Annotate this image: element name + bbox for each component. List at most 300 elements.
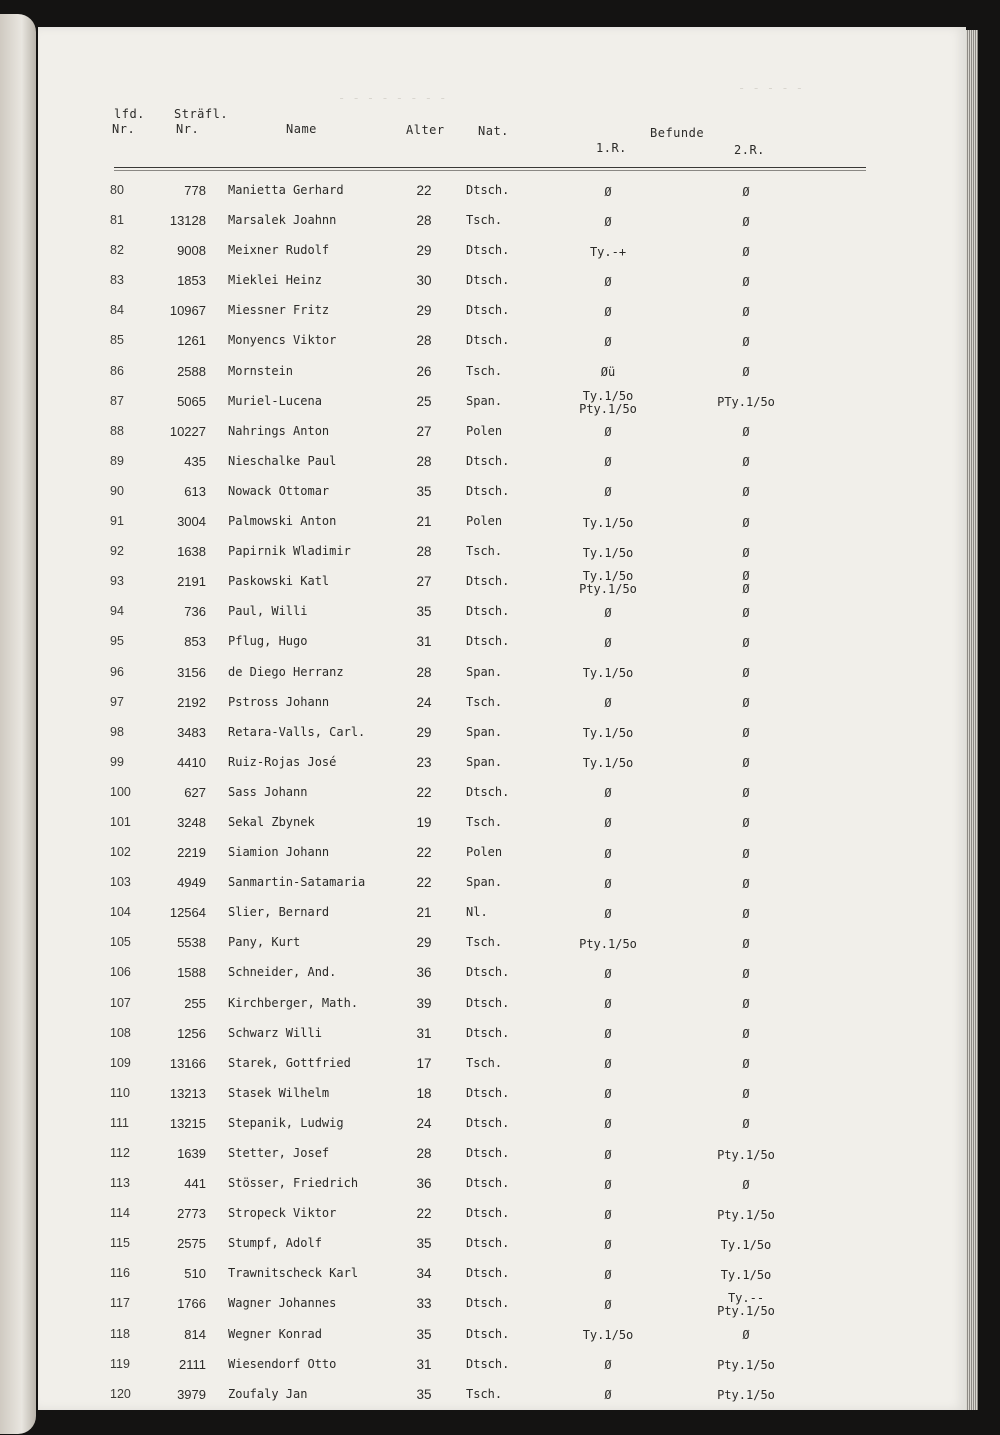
cell-befund-2r: Ø <box>742 334 750 349</box>
cell-straefl-nr: 13215 <box>169 1115 206 1131</box>
cell-alter: 24 <box>416 1115 432 1131</box>
cell-lfd-nr: 82 <box>110 243 124 258</box>
cell-befund-2r: Ø <box>742 1027 750 1042</box>
cell-alter: 24 <box>416 694 432 710</box>
cell-lfd-nr: 96 <box>110 664 124 679</box>
cell-befund-2r: Ø <box>742 786 750 801</box>
cell-lfd-nr: 100 <box>110 784 131 799</box>
table-row <box>38 569 966 602</box>
cell-lfd-nr: 111 <box>110 1115 130 1130</box>
cell-straefl-nr: 3483 <box>177 724 206 740</box>
cell-nat: Polen <box>466 845 503 860</box>
cell-nat: Tsch. <box>466 814 503 829</box>
cell-nat: Dtsch. <box>466 303 510 318</box>
cell-nat: Dtsch. <box>466 453 510 468</box>
cell-lfd-nr: 102 <box>110 845 131 860</box>
table-row <box>38 843 966 873</box>
cell-lfd-nr: 88 <box>110 423 124 438</box>
cell-befund-1r: Ø <box>604 1087 612 1102</box>
cell-lfd-nr: 112 <box>110 1146 130 1160</box>
cell-lfd-nr: 94 <box>110 604 124 619</box>
cell-lfd-nr: 80 <box>110 183 124 197</box>
cell-straefl-nr: 2192 <box>177 694 206 710</box>
cell-lfd-nr: 104 <box>110 905 131 920</box>
cell-lfd-nr: 106 <box>110 965 131 980</box>
cell-alter: 35 <box>416 1326 432 1342</box>
cell-lfd-nr: 90 <box>110 483 124 498</box>
cell-straefl-nr: 255 <box>184 995 206 1011</box>
cell-nat: Dtsch. <box>466 333 510 348</box>
cell-befund-2r: Ø <box>742 816 750 831</box>
cell-lfd-nr: 107 <box>110 995 131 1010</box>
cell-straefl-nr: 2773 <box>177 1206 206 1222</box>
cell-nat: Tsch. <box>466 363 503 378</box>
cell-befund-2r: Ø <box>742 666 750 680</box>
cell-befund-2r: Ø <box>742 906 750 921</box>
cell-alter: 28 <box>416 1146 432 1161</box>
cell-lfd-nr: 98 <box>110 724 124 739</box>
cell-nat: Dtsch. <box>466 965 510 980</box>
cell-name: Stetter, Josef <box>228 1146 330 1160</box>
cell-nat: Span. <box>466 754 503 769</box>
cell-befund-2r: Ø <box>742 1087 750 1102</box>
cell-straefl-nr: 4410 <box>177 754 206 770</box>
cell-befund-1r: Ø <box>604 1027 612 1042</box>
cell-alter: 31 <box>416 1025 432 1041</box>
cell-lfd-nr: 81 <box>110 213 124 228</box>
cell-befund-2r: Ø Ø <box>742 569 750 597</box>
cell-nat: Dtsch. <box>466 1296 510 1311</box>
cell-befund-1r: Ø <box>604 1207 612 1222</box>
table-row <box>38 1291 966 1324</box>
cell-befund-2r: Ø <box>742 756 750 771</box>
cell-befund-2r: Pty.1/5o <box>717 1388 775 1403</box>
cell-befund-1r: Ø <box>604 816 612 831</box>
table-row <box>38 542 966 572</box>
table-row <box>38 301 966 331</box>
cell-straefl-nr: 814 <box>184 1326 206 1342</box>
cell-name: Schneider, And. <box>228 965 337 980</box>
table-row <box>38 1204 966 1234</box>
cell-befund-2r: Ø <box>742 997 750 1012</box>
cell-befund-1r: Ø <box>604 1267 612 1282</box>
cell-nat: Polen <box>466 514 503 529</box>
cell-name: Mornstein <box>228 363 294 378</box>
cell-befund-1r: Ø <box>604 274 612 289</box>
table-row <box>38 362 966 392</box>
cell-straefl-nr: 5065 <box>177 393 206 409</box>
cell-alter: 22 <box>416 875 432 891</box>
cell-befund-2r: Ø <box>742 184 750 199</box>
cell-befund-2r: Ø <box>742 425 750 440</box>
header-2r: 2.R. <box>734 143 765 157</box>
table-row <box>38 1264 966 1294</box>
cell-befund-2r: Ø <box>742 1177 750 1192</box>
cell-straefl-nr: 3248 <box>177 814 206 830</box>
cell-befund-1r: Ø <box>604 214 612 229</box>
record-table <box>38 181 966 1415</box>
header-alter: Alter <box>406 123 445 137</box>
cell-befund-1r: Ty.1/5o <box>582 1328 634 1343</box>
table-row <box>38 903 966 933</box>
cell-befund-1r: Ø <box>604 1297 612 1312</box>
cell-straefl-nr: 435 <box>184 453 206 469</box>
cell-befund-2r: Ø <box>742 545 750 560</box>
cell-nat: Dtsch. <box>466 784 510 799</box>
cell-alter: 19 <box>416 814 432 830</box>
cell-name: Miessner Fritz <box>228 303 330 318</box>
cell-alter: 29 <box>416 724 432 740</box>
cell-alter: 23 <box>416 754 432 770</box>
adjacent-page-binding <box>0 14 36 1434</box>
cell-name: Sanmartin-Satamaria <box>228 875 366 890</box>
table-row <box>38 331 966 361</box>
table-row <box>38 181 966 211</box>
cell-lfd-nr: 117 <box>110 1296 130 1311</box>
table-row <box>38 602 966 632</box>
cell-nat: Dtsch. <box>466 183 510 197</box>
cell-straefl-nr: 778 <box>184 183 206 198</box>
cell-alter: 36 <box>416 965 432 981</box>
cell-befund-1r: Ø <box>604 635 612 650</box>
cell-straefl-nr: 510 <box>184 1266 206 1282</box>
cell-lfd-nr: 89 <box>110 453 124 468</box>
table-row <box>38 663 966 693</box>
cell-befund-1r: Ø <box>604 455 612 470</box>
cell-straefl-nr: 1853 <box>177 273 206 289</box>
cell-nat: Dtsch. <box>466 1206 510 1221</box>
bleed-through-mark: - - - - - <box>738 81 804 95</box>
cell-name: Paskowski Katl <box>228 574 330 589</box>
cell-alter: 28 <box>416 544 432 560</box>
cell-name: Ruiz-Rojas José <box>228 754 337 769</box>
cell-nat: Tsch. <box>466 1386 503 1401</box>
cell-alter: 35 <box>416 604 432 620</box>
cell-befund-1r: Ø <box>604 1147 612 1162</box>
cell-befund-1r: Ø <box>604 1177 612 1192</box>
cell-befund-1r: Ty.-+ <box>589 244 627 259</box>
cell-alter: 22 <box>416 784 432 800</box>
table-row <box>38 963 966 993</box>
cell-straefl-nr: 3156 <box>177 664 206 680</box>
header-rule <box>114 167 866 168</box>
cell-befund-1r: Ø <box>604 425 612 440</box>
cell-befund-1r: Ø <box>604 696 612 711</box>
cell-lfd-nr: 113 <box>110 1176 130 1191</box>
cell-name: Muriel-Lucena <box>228 393 322 408</box>
cell-name: Wegner Konrad <box>228 1326 322 1341</box>
cell-befund-2r: Ø <box>742 1328 750 1343</box>
header-strafl-line2: Nr. <box>176 122 200 136</box>
cell-nat: Nl. <box>466 905 488 920</box>
cell-nat: Dtsch. <box>466 574 510 589</box>
cell-alter: 17 <box>416 1055 432 1071</box>
cell-alter: 33 <box>416 1296 432 1312</box>
cell-name: Pstross Johann <box>228 694 330 709</box>
table-row <box>38 1174 966 1204</box>
cell-befund-2r: PTy.1/5o <box>717 395 775 410</box>
cell-lfd-nr: 85 <box>110 333 124 348</box>
table-row <box>38 783 966 813</box>
cell-befund-2r: Ø <box>742 605 750 620</box>
cell-alter: 28 <box>416 213 432 229</box>
header-lfd-line2: Nr. <box>112 122 136 136</box>
cell-straefl-nr: 1588 <box>177 965 206 981</box>
cell-straefl-nr: 13213 <box>169 1085 206 1101</box>
cell-name: Marsalek Joahnn <box>228 213 337 228</box>
cell-alter: 26 <box>416 363 432 379</box>
table-row <box>38 1084 966 1114</box>
cell-lfd-nr: 118 <box>110 1326 130 1341</box>
cell-lfd-nr: 97 <box>110 694 124 709</box>
cell-straefl-nr: 1256 <box>177 1025 206 1041</box>
cell-befund-2r: Ø <box>742 1117 750 1132</box>
cell-name: Nahrings Anton <box>228 423 330 438</box>
cell-befund-1r: Ø <box>604 786 612 801</box>
table-row <box>38 1385 966 1415</box>
cell-alter: 28 <box>416 664 432 680</box>
cell-lfd-nr: 93 <box>110 574 124 589</box>
cell-alter: 22 <box>416 845 432 861</box>
cell-straefl-nr: 10967 <box>169 303 206 319</box>
cell-name: Retara-Valls, Carl. <box>228 724 366 739</box>
cell-name: Sekal Zbynek <box>228 814 315 829</box>
cell-lfd-nr: 105 <box>110 935 131 950</box>
cell-name: Palmowski Anton <box>228 514 337 529</box>
table-row <box>38 1114 966 1144</box>
cell-nat: Dtsch. <box>466 273 510 288</box>
cell-lfd-nr: 86 <box>110 363 124 378</box>
cell-alter: 21 <box>416 514 432 530</box>
cell-befund-2r: Ø <box>742 1057 750 1072</box>
cell-alter: 27 <box>416 423 432 439</box>
cell-alter: 31 <box>416 634 432 650</box>
cell-straefl-nr: 1261 <box>177 333 206 349</box>
cell-befund-2r: Ty.1/5o <box>720 1237 772 1252</box>
cell-name: Stropeck Viktor <box>228 1206 337 1221</box>
cell-straefl-nr: 2575 <box>177 1236 206 1252</box>
table-row <box>38 994 966 1024</box>
cell-nat: Span. <box>466 664 503 679</box>
cell-alter: 25 <box>416 393 432 409</box>
cell-alter: 22 <box>416 1206 432 1222</box>
cell-befund-1r: Ty.1/5o <box>582 756 634 771</box>
cell-name: Nieschalke Paul <box>228 453 337 468</box>
cell-name: Wagner Johannes <box>228 1296 337 1311</box>
cell-lfd-nr: 103 <box>110 875 131 890</box>
cell-lfd-nr: 92 <box>110 544 124 559</box>
table-row <box>38 1234 966 1264</box>
cell-straefl-nr: 853 <box>184 634 206 650</box>
cell-befund-1r: Ty.1/5o <box>582 726 634 741</box>
cell-befund-2r: Ty.1/5o <box>720 1267 772 1282</box>
cell-lfd-nr: 115 <box>110 1236 130 1251</box>
table-row <box>38 753 966 783</box>
cell-befund-2r: Pty.1/5o <box>717 1147 775 1162</box>
cell-befund-2r: Ø <box>742 846 750 861</box>
table-row <box>38 271 966 301</box>
cell-lfd-nr: 83 <box>110 273 124 288</box>
cell-straefl-nr: 441 <box>184 1176 206 1192</box>
table-row <box>38 1144 966 1174</box>
cell-straefl-nr: 10227 <box>169 423 206 439</box>
table-row <box>38 693 966 723</box>
table-row <box>38 632 966 662</box>
cell-lfd-nr: 91 <box>110 514 124 529</box>
cell-alter: 29 <box>416 303 432 319</box>
table-row <box>38 873 966 903</box>
cell-lfd-nr: 108 <box>110 1025 131 1040</box>
cell-straefl-nr: 4949 <box>177 875 206 891</box>
cell-alter: 39 <box>416 995 432 1011</box>
cell-straefl-nr: 2191 <box>177 574 206 590</box>
cell-nat: Dtsch. <box>466 1236 510 1251</box>
cell-name: Papirnik Wladimir <box>228 544 351 559</box>
cell-alter: 21 <box>416 905 432 921</box>
cell-straefl-nr: 736 <box>184 604 206 620</box>
table-row <box>38 422 966 452</box>
cell-nat: Tsch. <box>466 694 503 709</box>
cell-name: Mieklei Heinz <box>228 273 322 288</box>
cell-straefl-nr: 2111 <box>179 1356 206 1372</box>
cell-nat: Tsch. <box>466 935 503 950</box>
cell-befund-1r: Ø <box>604 1117 612 1132</box>
cell-lfd-nr: 95 <box>110 634 124 649</box>
header-nat: Nat. <box>478 124 509 138</box>
cell-alter: 35 <box>416 1236 432 1252</box>
cell-name: Monyencs Viktor <box>228 333 337 348</box>
cell-name: Schwarz Willi <box>228 1025 322 1040</box>
cell-alter: 35 <box>416 1386 432 1402</box>
table-row <box>38 933 966 963</box>
cell-nat: Dtsch. <box>466 1356 510 1371</box>
cell-lfd-nr: 119 <box>110 1356 130 1371</box>
header-strafl-line1: Sträfl. <box>174 107 229 121</box>
cell-befund-2r: Ø <box>742 214 750 229</box>
cell-nat: Dtsch. <box>466 995 510 1010</box>
cell-alter: 28 <box>416 333 432 349</box>
table-row <box>38 211 966 241</box>
cell-befund-1r: Ø <box>604 184 612 199</box>
cell-befund-1r: Øü <box>600 365 616 380</box>
cell-alter: 31 <box>416 1356 432 1372</box>
table-row <box>38 1355 966 1385</box>
cell-straefl-nr: 1766 <box>177 1296 206 1312</box>
cell-straefl-nr: 1639 <box>177 1146 206 1161</box>
cell-befund-2r: Pty.1/5o <box>717 1358 775 1373</box>
cell-name: Manietta Gerhard <box>228 183 344 197</box>
cell-nat: Tsch. <box>466 544 503 559</box>
cell-befund-1r: Ø <box>604 997 612 1012</box>
cell-straefl-nr: 2219 <box>177 845 206 861</box>
cell-nat: Dtsch. <box>466 1326 510 1341</box>
cell-straefl-nr: 1638 <box>177 544 206 560</box>
table-row <box>38 1024 966 1054</box>
cell-name: Pany, Kurt <box>228 935 301 950</box>
cell-lfd-nr: 87 <box>110 393 124 408</box>
header-name: Name <box>286 122 317 136</box>
cell-straefl-nr: 2588 <box>177 363 206 379</box>
cell-name: Paul, Willi <box>228 604 308 619</box>
cell-straefl-nr: 3979 <box>177 1386 206 1402</box>
table-row <box>38 1054 966 1084</box>
cell-name: Wiesendorf Otto <box>228 1356 337 1371</box>
cell-befund-1r: Ø <box>604 1358 612 1373</box>
cell-befund-1r: Ty.1/5o Pty.1/5o <box>579 388 637 416</box>
table-row <box>38 241 966 271</box>
cell-straefl-nr: 613 <box>184 483 206 499</box>
cell-befund-2r: Ø <box>742 304 750 319</box>
cell-befund-2r: Ty.-- Pty.1/5o <box>717 1291 775 1319</box>
cell-name: Siamion Johann <box>228 845 330 860</box>
cell-lfd-nr: 114 <box>110 1206 130 1221</box>
cell-alter: 27 <box>416 574 432 590</box>
cell-straefl-nr: 9008 <box>177 243 206 259</box>
cell-nat: Polen <box>466 423 503 438</box>
cell-befund-1r: Ø <box>604 485 612 500</box>
cell-befund-1r: Pty.1/5o <box>579 936 637 951</box>
cell-alter: 29 <box>416 935 432 951</box>
cell-befund-1r: Ø <box>604 304 612 319</box>
cell-befund-1r: Ø <box>604 906 612 921</box>
cell-lfd-nr: 84 <box>110 303 124 318</box>
cell-befund-1r: Ty.1/5o <box>582 666 634 680</box>
cell-befund-2r: Ø <box>742 635 750 650</box>
cell-name: Stepanik, Ludwig <box>228 1115 344 1130</box>
cell-nat: Dtsch. <box>466 483 510 498</box>
cell-nat: Span. <box>466 875 503 890</box>
cell-alter: 36 <box>416 1176 432 1192</box>
cell-straefl-nr: 12564 <box>169 905 206 921</box>
cell-befund-1r: Ø <box>604 1057 612 1072</box>
cell-nat: Dtsch. <box>466 1266 510 1281</box>
cell-befund-1r: Ø <box>604 846 612 861</box>
cell-befund-1r: Ty.1/5o Pty.1/5o <box>579 569 637 597</box>
cell-befund-1r: Ø <box>604 1388 612 1403</box>
cell-name: Trawnitscheck Karl <box>228 1266 359 1281</box>
cell-nat: Dtsch. <box>466 1085 510 1100</box>
document-page <box>38 27 966 1410</box>
cell-lfd-nr: 116 <box>110 1266 130 1281</box>
cell-nat: Tsch. <box>466 1055 503 1070</box>
cell-name: Slier, Bernard <box>228 905 330 920</box>
table-row <box>38 452 966 482</box>
cell-nat: Dtsch. <box>466 1115 510 1130</box>
cell-name: Nowack Ottomar <box>228 483 330 498</box>
cell-straefl-nr: 13128 <box>169 213 206 229</box>
cell-nat: Dtsch. <box>466 1025 510 1040</box>
cell-nat: Dtsch. <box>466 604 510 619</box>
bleed-through-mark: - - - - - - - - <box>338 91 447 105</box>
cell-befund-2r: Ø <box>742 365 750 380</box>
cell-lfd-nr: 99 <box>110 754 124 769</box>
cell-nat: Dtsch. <box>466 1146 510 1160</box>
cell-alter: 30 <box>416 273 432 289</box>
cell-nat: Dtsch. <box>466 243 510 258</box>
cell-befund-1r: Ø <box>604 966 612 981</box>
header-lfd-line1: lfd. <box>114 107 145 121</box>
cell-befund-2r: Ø <box>742 696 750 711</box>
cell-befund-1r: Ty.1/5o <box>582 545 634 560</box>
cell-name: Zoufaly Jan <box>228 1386 308 1401</box>
table-row <box>38 482 966 512</box>
cell-nat: Tsch. <box>466 213 503 228</box>
table-row <box>38 512 966 542</box>
cell-name: de Diego Herranz <box>228 664 344 679</box>
cell-befund-2r: Ø <box>742 876 750 891</box>
cell-befund-2r: Ø <box>742 455 750 470</box>
cell-befund-2r: Ø <box>742 485 750 500</box>
